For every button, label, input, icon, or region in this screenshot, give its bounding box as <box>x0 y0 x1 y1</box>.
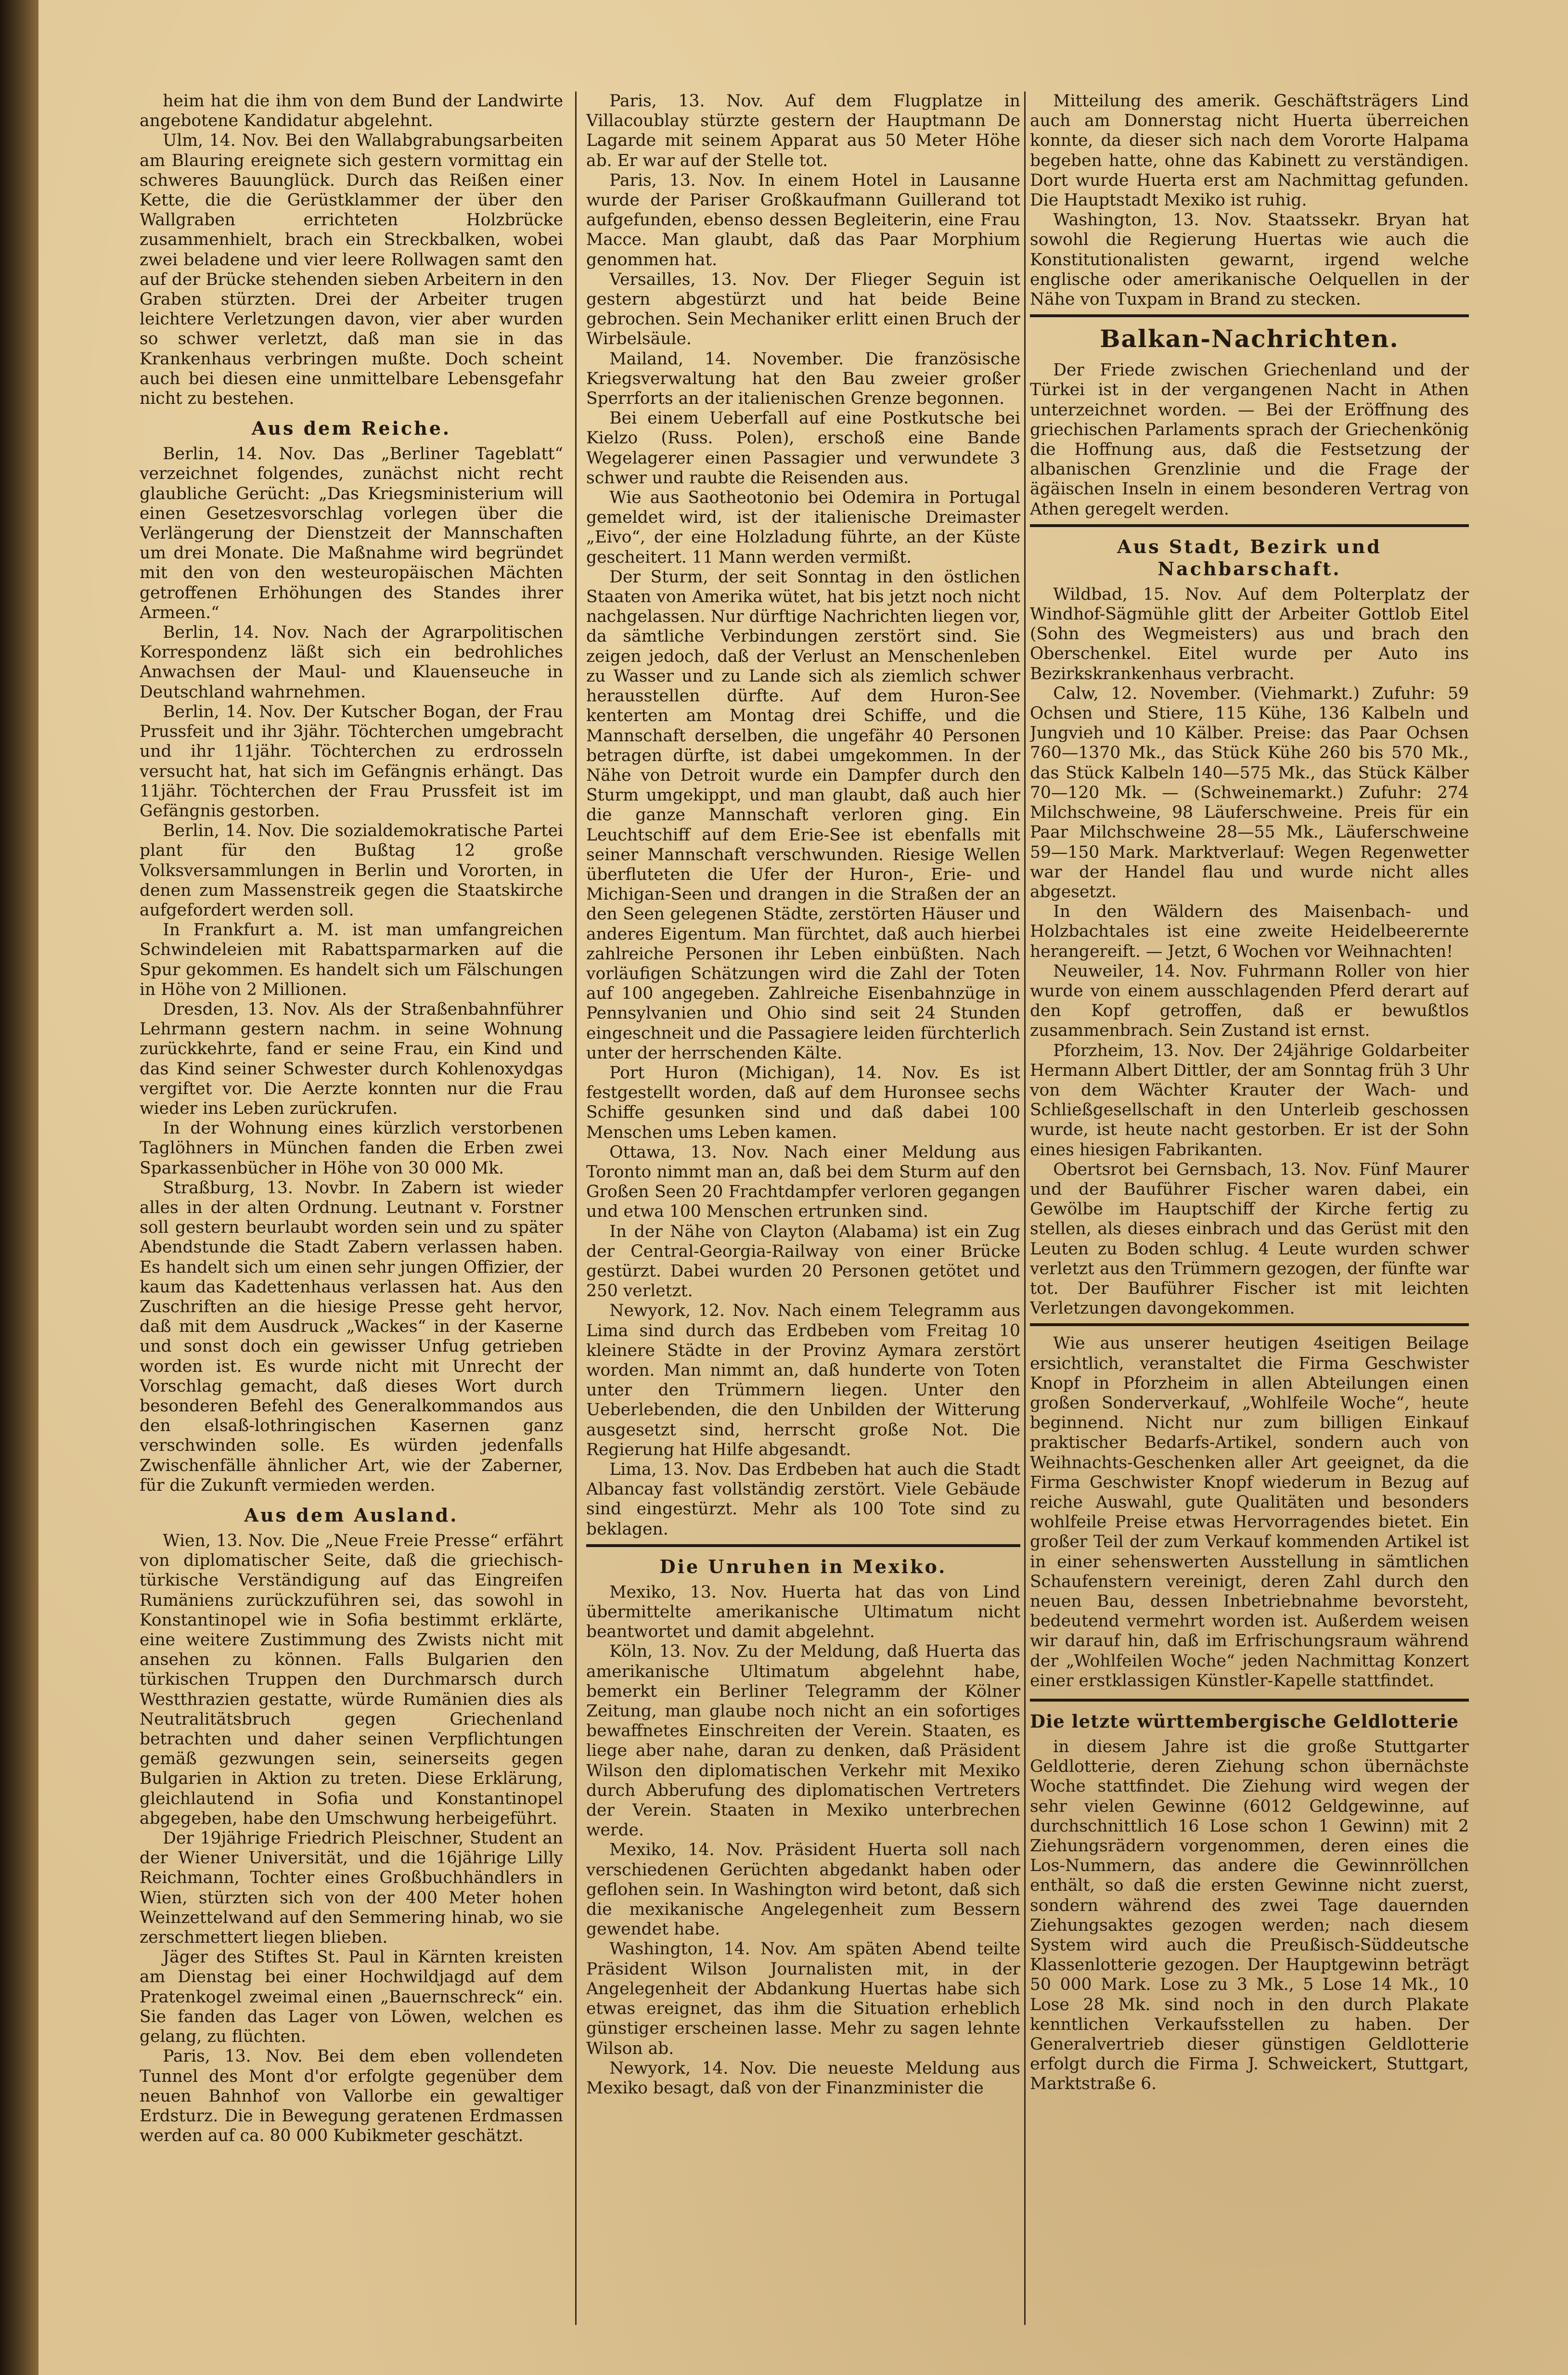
article-paragraph: Washington, 13. Nov. Staatssekr. Bryan hat sowohl die Regierung Huertas wie auch die Konstitutionalisten gewarnt, irgend welche englische oder amerikanische Oelquellen in der Nähe von Tuxpam in Brand zu stecken. <box>1030 210 1469 310</box>
article-paragraph: Wildbad, 15. Nov. Auf dem Polterplatz der Windhof-Sägmühle glitt der Arbeiter Gottlob Eitel (Sohn des Wegmeisters) aus und brach den Oberschenkel. Eitel wurde per Auto ins Bezirkskrankenhaus verbracht. <box>1030 584 1469 684</box>
section-heading: Balkan-Nachrichten. <box>1100 324 1399 353</box>
article-paragraph: Berlin, 14. Nov. Die sozialdemokratische Partei plant für den Bußtag 12 große Volksversammlungen in Berlin und Vororten, in denen zum Massenstreik gegen die Staatskirche aufgefordert werden soll. <box>140 821 563 920</box>
article-paragraph: Bei einem Ueberfall auf eine Postkutsche bei Kielzo (Russ. Polen), erschoß eine Bande Wegelagerer einen Passagier und verwundete 3 schwer und raubte die Reisenden aus. <box>586 409 1020 488</box>
section-rule <box>1030 1699 1469 1702</box>
article-paragraph: Der 19jährige Friedrich Pleischner, Student an der Wiener Universität, und die 16jährige Lilly Reichmann, Tochter eines Großbuchhändlers in Wien, stürzten sich von der 400 Meter hohen Weinzettelwand auf den Semmering hinab, wo sie zerschmettert liegen blieben. <box>140 1829 563 1948</box>
article-paragraph: heim hat die ihm von dem Bund der Landwirte angebotene Kandidatur abgelehnt. <box>140 91 563 131</box>
article-paragraph: Washington, 14. Nov. Am späten Abend teilte Präsident Wilson Journalisten mit, in der Angelegenheit der Abdankung Huertas habe sich etwas ereignet, das ihm die Situation erheblich günstiger erscheinen lasse. Mehr zu sagen lehnte Wilson ab. <box>586 1939 1020 2058</box>
article-paragraph: Wie aus Saotheotonio bei Odemira in Portugal gemeldet wird, ist der italienische Dreimaster „Eivo“, der eine Holzladung führte, an der Küste gescheitert. 11 Mann werden vermißt. <box>586 488 1020 567</box>
section-heading: Die letzte württembergische Geldlotterie <box>1030 1711 1459 1732</box>
article-paragraph: Mitteilung des amerik. Geschäftsträgers Lind auch am Donnerstag nicht Huerta überreichen konnte, da dieser sich nach dem Vororte Halpama begeben hatte, ohne das Kabinett zu verständigen. Dort wurde Huerta erst am Nachmittag gefunden. Die Hauptstadt Mexiko ist ruhig. <box>1030 91 1469 210</box>
article-paragraph: Mexiko, 14. Nov. Präsident Huerta soll nach verschiedenen Gerüchten abgedankt haben oder geflohen sein. In Washington wird betont, daß sich die mexikanische Angelegenheit zum Bessern gewendet habe. <box>586 1840 1020 1939</box>
advertisement-text: Wie aus unserer heutigen 4seitigen Beilage ersichtlich, veranstaltet die Firma Geschwister Knopf in Pforzheim in allen Abteilungen einen großen Sonderverkauf, „Wohlfeile Woche“, heute beginnend. Nicht nur zum billigen Einkauf praktischer Bedarfs-Artikel, sondern auch von Weihnachts-Geschenken aller Art geeignet, da die Firma Geschwister Knopf wiederum in Bezug auf reiche Auswahl, gute Qualitäten und besonders wohlfeile Preise etwas Hervorragendes bietet. Ein großer Teil der zum Verkauf kommenden Artikel ist in einer sehenswerten Ausstellung in sämtlichen Schaufenstern vereinigt, deren Zahl durch den neuen Bau, dessen Inbetriebnahme bevorsteht, bedeutend vermehrt worden ist. Außerdem weisen wir darauf hin, daß im Erfrischungsraum während der „Wohlfeilen Woche“ jeden Nachmittag Konzert einer erstklassigen Künstler-Kapelle stattfindet. <box>1030 1334 1469 1691</box>
article-paragraph: Ulm, 14. Nov. Bei den Wallabgrabungsarbeiten am Blauring ereignete sich gestern vormittag ein schweres Bauunglück. Durch das Reißen einer Kette, die die Gerüstklammer der über den Wallgraben errichteten Holzbrücke zusammenhielt, brach ein Streckbalken, wobei zwei beladene und vier leere Rollwagen samt den auf der Brücke stehenden sieben Arbeitern in den Graben stürzten. Drei der Arbeiter trugen leichtere Verletzungen davon, vier aber wurden so schwer verletzt, daß man sie in das Krankenhaus verbringen mußte. Doch scheint auch bei diesen eine unmittelbare Lebensgefahr nicht zu bestehen. <box>140 131 563 409</box>
article-paragraph: Berlin, 14. Nov. Der Kutscher Bogan, der Frau Prussfeit und ihr 3jähr. Töchterchen umgebracht und ihr 11jähr. Töchterchen zu erdrosseln versucht hat, hat sich im Gefängnis erhängt. Das 11jähr. Töchterchen der Frau Prussfeit ist im Gefängnis gestorben. <box>140 702 563 821</box>
book-binding <box>0 0 39 2375</box>
article-paragraph: In der Wohnung eines kürzlich verstorbenen Taglöhners in München fanden die Erben zwei Sparkassenbücher in Höhe von 30 000 Mk. <box>140 1119 563 1178</box>
left-column <box>140 91 563 2325</box>
article-paragraph: Straßburg, 13. Novbr. In Zabern ist wieder alles in der alten Ordnung. Leutnant v. Forstner soll gestern beurlaubt worden sein und zu später Abendstunde die Stadt Zabern verlassen haben. Es handelt sich um einen sehr jungen Offizier, der kaum das Kadettenhaus verlassen hat. Aus den Zuschriften an die hiesige Presse geht hervor, daß mit dem Ausdruck „Wackes“ in der Kaserne und sonst doch ein gewisser Unfug getrieben worden ist. Es wurde nicht mit Unrecht der Vorschlag gemacht, daß dieses Wort durch besonderen Befehl des Generalkommandos aus den elsaß-lothringischen Kasernen ganz verschwinden solle. Es würden jedenfalls Zwischenfälle ähnlicher Art, wie der Zaberner, für die Zukunft vermieden werden. <box>140 1178 563 1495</box>
section-heading: Aus dem Ausland. <box>244 1504 459 1526</box>
article-paragraph: Mexiko, 13. Nov. Huerta hat das von Lind übermittelte amerikanische Ultimatum nicht beantwortet und damit abgelehnt. <box>586 1582 1020 1642</box>
article-paragraph: Obertsrot bei Gernsbach, 13. Nov. Fünf Maurer und der Bauführer Fischer waren dabei, ein Gewölbe im Hauptschiff der Kirche fertig zu stellen, als dieses einbrach und das Gerüst mit den Leuten zu Boden schlug. 4 Leute wurden schwer verletzt aus den Trümmern gezogen, der fünfte war tot. Der Bauführer Fischer ist mit leichten Verletzungen davongekommen. <box>1030 1160 1469 1318</box>
column-divider <box>575 91 577 2325</box>
article-paragraph: Paris, 13. Nov. Auf dem Flugplatze in Villacoublay stürzte gestern der Hauptmann De Lagarde mit seinem Apparat aus 50 Meter Höhe ab. Er war auf der Stelle tot. <box>586 91 1020 170</box>
article-paragraph: Mailand, 14. November. Die französische Kriegsverwaltung hat den Bau zweier großer Sperrforts an der italienischen Grenze begonnen. <box>586 349 1020 409</box>
article-paragraph: in diesem Jahre ist die große Stuttgarter Geldlotterie, deren Ziehung schon übernächste Woche stattfindet. Die Ziehung wird wegen der sehr vielen Gewinne (6012 Geldgewinne, auf durchschnittlich 16 Lose schon 1 Gewinn) mit 2 Ziehungsrädern vorgenommen, deren eines die Los-Nummern, das andere die Gewinnröllchen enthält, so daß die ersten Gewinne nicht zuerst, sondern während des zwei Tage dauernden Ziehungsaktes gezogen werden; nach diesem System wird auch die Preußisch-Süddeutsche Klassenlotterie gezogen. Der Hauptgewinn beträgt 50 000 Mark. Lose zu 3 Mk., 5 Lose 14 Mk., 10 Lose 28 Mk. sind noch in den durch Plakate kenntlichen Verkaufsstellen zu haben. Der Generalvertrieb dieser günstigen Geldlotterie erfolgt durch die Firma J. Schweickert, Stuttgart, Marktstraße 6. <box>1030 1737 1469 2094</box>
article-paragraph: Newyork, 12. Nov. Nach einem Telegramm aus Lima sind durch das Erdbeben vom Freitag 10 kleinere Städte in der Provinz Aymara zerstört worden. Man nimmt an, daß hunderte von Toten unter den Trümmern liegen. Unter den Ueberlebenden, die den Unbilden der Witterung ausgesetzt sind, herrscht große Not. Die Regierung hat Hilfe abgesandt. <box>586 1301 1020 1459</box>
article-paragraph: In den Wäldern des Maisenbach- und Holzbachtales ist eine zweite Heidelbeerernte herangereift. — Jetzt, 6 Wochen vor Weihnachten! <box>1030 902 1469 961</box>
article-paragraph: Paris, 13. Nov. In einem Hotel in Lausanne wurde der Pariser Großkaufmann Guillerand tot aufgefunden, ebenso dessen Begleiterin, eine Frau Macce. Man glaubt, daß das Paar Morphium genommen hat. <box>586 170 1020 270</box>
article-paragraph: Jäger des Stiftes St. Paul in Kärnten kreisten am Dienstag bei einer Hochwildjagd auf dem Pratenkogel zweimal einen „Bauernschreck“ ein. Sie fanden das Lager von Löwen, welchen es gelang, zu flüchten. <box>140 1948 563 2047</box>
section-rule <box>1030 524 1469 527</box>
article-paragraph: Paris, 13. Nov. Bei dem eben vollendeten Tunnel des Mont d'or erfolgte gegenüber dem neuen Bahnhof von Vallorbe ein gewaltiger Erdsturz. Die in Bewegung geratenen Erdmassen werden auf ca. 80 000 Kubikmeter geschätzt. <box>140 2047 563 2146</box>
article-paragraph: Berlin, 14. Nov. Das „Berliner Tageblatt“ verzeichnet folgendes, zunächst nicht recht glaubliche Gerücht: „Das Kriegsministerium will einen Gesetzesvorschlag vorlegen über die Verlängerung der Dienstzeit der Mannschaften um drei Monate. Die Maßnahme wird begründet mit den von den westeuropäischen Mächten getroffenen Erhöhungen des Standes ihrer Armeen.“ <box>140 444 563 622</box>
section-rule <box>1030 1323 1469 1326</box>
section-rule <box>586 1544 1020 1547</box>
article-paragraph: Berlin, 14. Nov. Nach der Agrarpolitischen Korrespondenz läßt sich ein bedrohliches Anwachsen der Maul- und Klauenseuche in Deutschland wahrnehmen. <box>140 623 563 702</box>
article-paragraph: Neuweiler, 14. Nov. Fuhrmann Roller von hier wurde von einem ausschlagenden Pferd derart auf den Kopf getroffen, daß er bewußtlos zusammenbrach. Sein Zustand ist ernst. <box>1030 961 1469 1041</box>
article-paragraph: Ottawa, 13. Nov. Nach einer Meldung aus Toronto nimmt man an, daß bei dem Sturm auf den Großen Seen 20 Frachtdampfer verloren gegangen und etwa 100 Menschen ertrunken sind. <box>586 1142 1020 1222</box>
article-paragraph: Köln, 13. Nov. Zu der Meldung, daß Huerta das amerikanische Ultimatum abgelehnt habe, bemerkt ein Berliner Telegramm der Kölner Zeitung, man glaube noch nicht an ein sofortiges bewaffnetes Einschreiten der Verein. Staaten, es liege aber nahe, daran zu denken, daß Präsident Wilson den diplomatischen Verkehr mit Mexiko durch Abberufung des diplomatischen Vertreters der Verein. Staaten in Mexiko unterbrechen werde. <box>586 1642 1020 1840</box>
section-heading: Aus Stadt, Bezirk und Nachbarschaft. <box>1117 535 1382 580</box>
column-divider <box>1024 91 1026 2325</box>
article-paragraph: Pforzheim, 13. Nov. Der 24jährige Goldarbeiter Hermann Albert Dittler, der am Sonntag früh 3 Uhr von dem Wächter Krauter der Wach- und Schließgesellschaft in den Unterleib geschossen wurde, ist heute nacht gestorben. Er ist der Sohn eines hiesigen Fabrikanten. <box>1030 1041 1469 1160</box>
article-paragraph: Versailles, 13. Nov. Der Flieger Seguin ist gestern abgestürzt und hat beide Beine gebrochen. Sein Mechaniker erlitt einen Bruch der Wirbelsäule. <box>586 270 1020 349</box>
article-paragraph: Port Huron (Michigan), 14. Nov. Es ist festgestellt worden, daß auf dem Huronsee sechs Schiffe gesunken sind und daß dabei 100 Menschen ums Leben kamen. <box>586 1063 1020 1142</box>
right-column <box>1030 91 1469 2325</box>
article-paragraph: Newyork, 14. Nov. Die neueste Meldung aus Mexiko besagt, daß von der Finanzminister die <box>586 2058 1020 2098</box>
article-paragraph: Wien, 13. Nov. Die „Neue Freie Presse“ erfährt von diplomatischer Seite, daß die griechisch-türkische Verständigung auf das Eingreifen Rumäniens zurückzuführen sei, das sowohl in Konstantinopel wie in Sofia bestimmt erklärte, eine weitere Zustimmung des Zwists nicht mit ansehen zu können. Falls Bulgarien den türkischen Truppen den Durchmarsch durch Westthrazien gestatte, würde Rumänien dies als Neutralitätsbruch gegen Griechenland betrachten und daher seinen Verpflichtungen gemäß gezwungen sein, seinerseits gegen Bulgarien in Aktion zu treten. Diese Erklärung, gleichlautend in Sofia und Konstantinopel abgegeben, habe den Umschwung herbeigeführt. <box>140 1531 563 1828</box>
article-paragraph: Lima, 13. Nov. Das Erdbeben hat auch die Stadt Albancay fast vollständig zerstört. Viele Gebäude sind eingestürzt. Mehr als 100 Tote sind zu beklagen. <box>586 1460 1020 1539</box>
article-paragraph: Calw, 12. November. (Viehmarkt.) Zufuhr: 59 Ochsen und Stiere, 115 Kühe, 136 Kalbeln und Jungvieh und 10 Kälber. Preise: das Paar Ochsen 760—1370 Mk., das Stück Kühe 260 bis 570 Mk., das Stück Kalbeln 140—575 Mk., das Stück Kälber 70—120 Mk. — (Schweinemarkt.) Zufuhr: 274 Milchschweine, 98 Läuferschweine. Preis für ein Paar Milchschweine 28—55 Mk., Läuferschweine 59—150 Mark. Marktverlauf: Wegen Regenwetter war der Handel flau und wurde nicht alles abgesetzt. <box>1030 684 1469 902</box>
article-paragraph: In der Nähe von Clayton (Alabama) ist ein Zug der Central-Georgia-Railway von einer Brücke gestürzt. Dabei wurden 20 Personen getötet und 250 verletzt. <box>586 1222 1020 1301</box>
section-rule <box>1030 314 1469 317</box>
article-paragraph: Der Friede zwischen Griechenland und der Türkei ist in der vergangenen Nacht in Athen unterzeichnet worden. — Bei der Eröffnung des griechischen Parlaments sprach der Griechenkönig die Hoffnung aus, daß die Festsetzung der albanischen Grenzlinie und die Frage der ägäischen Inseln in einem besonderen Vertrag von Athen geregelt werden. <box>1030 361 1469 519</box>
article-paragraph: Der Sturm, der seit Sonntag in den östlichen Staaten von Amerika wütet, hat bis jetzt noch nicht nachgelassen. Nur dürftige Nachrichten liegen vor, da sämtliche Verbindungen zerstört sind. Sie zeigen jedoch, daß der Verlust an Menschenleben zu Wasser und zu Lande sich als ziemlich schwer herausstellen dürfte. Auf dem Huron-See kenterten am Montag drei Schiffe, und die Mannschaft derselben, die ungefähr 40 Personen betragen dürfte, ist dabei umgekommen. In der Nähe von Detroit wurde ein Dampfer durch den Sturm umgekippt, und man glaubt, daß auch hier die ganze Mannschaft verloren ging. Ein Leuchtschiff auf dem Erie-See ist ebenfalls mit seiner Mannschaft verschwunden. Riesige Wellen überfluteten die Ufer der Huron-, Erie- und Michigan-Seen und drangen in die Straßen der an den Seen gelegenen Städte, zerstörten Häuser und anderes Eigentum. Man fürchtet, daß auch hierbei zahlreiche Personen ihr Leben einbüßten. Nach vorläufigen Schätzungen wird die Zahl der Toten auf 100 angegeben. Zahlreiche Eisenbahnzüge in Pennsylvanien und Ohio sind seit 24 Stunden eingeschneit und die Passagiere leiden fürchterlich unter der herrschenden Kälte. <box>586 567 1020 1063</box>
article-paragraph: In Frankfurt a. M. ist man umfangreichen Schwindeleien mit Rabattsparmarken auf die Spur gekommen. Es handelt sich um Fälschungen in Höhe von 2 Millionen. <box>140 920 563 999</box>
article-paragraph: Dresden, 13. Nov. Als der Straßenbahnführer Lehrmann gestern nachm. in seine Wohnung zurückkehrte, fand er seine Frau, ein Kind und das Kind seiner Schwester durch Kohlenoxydgas vergiftet vor. Die Aerzte konnten nur die Frau wieder ins Leben zurückrufen. <box>140 999 563 1118</box>
section-heading: Die Unruhen in Mexiko. <box>659 1555 947 1577</box>
middle-column <box>586 91 1020 2325</box>
section-heading: Aus dem Reiche. <box>251 417 451 439</box>
